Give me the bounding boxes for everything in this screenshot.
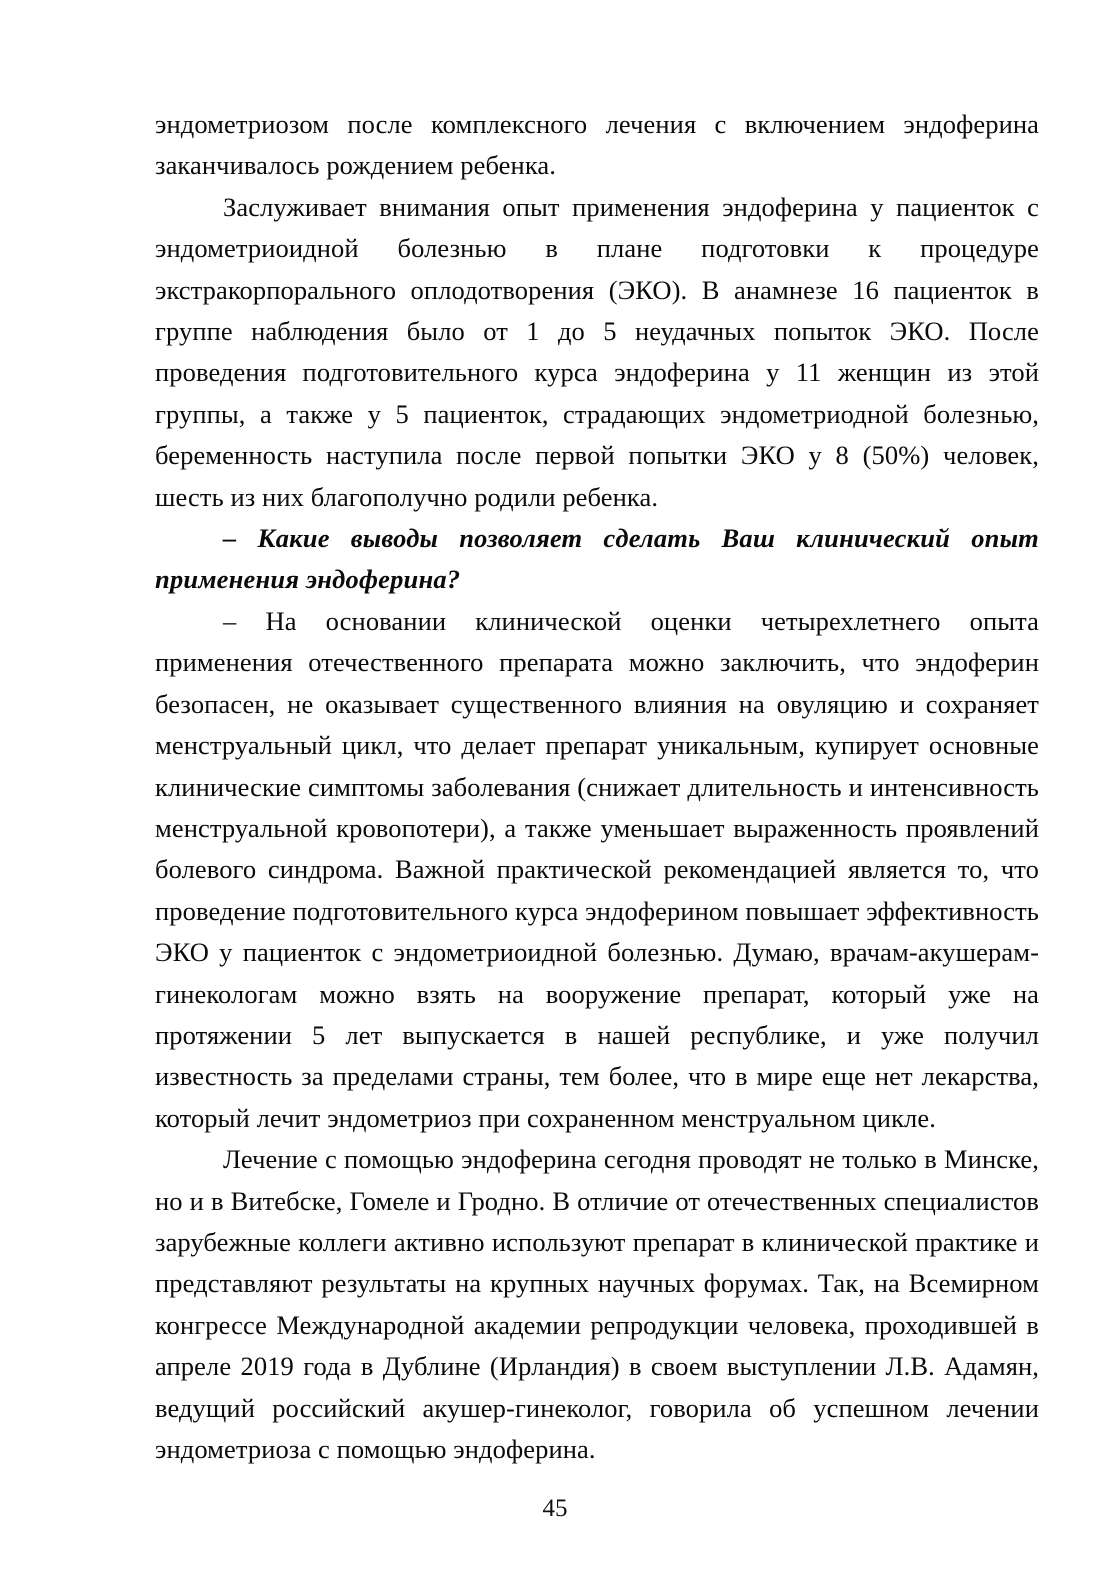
page-body-text: [155, 104, 1039, 1470]
paragraph-ivf-experience: Заслуживает внимания опыт применения эндоферина у пациенток с эндометриоидной болезнью в плане подготовки к процедуре экстракорпорального оплодотворения (ЭКО). В анамнезе 16 пациенток в группе наблюдения было от 1 до 5 неудачных попыток ЭКО. После проведения подготовительного курса эндоферина у 11 женщин из этой группы, а также у 5 пациенток, страдающих эндометриодной болезнью, беременность наступила после первой попытки ЭКО у 8 (50%) человек, шесть из них благополучно родили ребенка.: [155, 191, 1039, 512]
paragraph-continuation: эндометриозом после комплексного лечения с включением эндоферина заканчивалось рождением ребенка.: [155, 109, 1039, 181]
paragraph-treatment-geography: Лечение с помощью эндоферина сегодня проводят не только в Минске, но и в Витебске, Гомеле и Гродно. В отличие от отечественных специалистов зарубежные коллеги активно используют препарат в клинической практике и представляют результаты на крупных научных форумах. Так, на Всемирном конгрессе Международной академии репродукции человека, проходившей в апреле 2019 года в Дублине (Ирландия) в своем выступлении Л.В. Адамян, ведущий российский акушер-гинеколог, говорила об успешном лечении эндометриоза с помощью эндоферина.: [155, 1144, 1039, 1464]
paragraph-interview-answer: – На основании клинической оценки четырехлетнего опыта применения отечественного препарата можно заключить, что эндоферин безопасен, не оказывает существенного влияния на овуляцию и сохраняет менструальный цикл, что делает препарат уникальным, купирует основные клинические симптомы заболевания (снижает длительность и интенсивность менструальной кровопотери), а также уменьшает выраженность проявлений болевого синдрома. Важной практической рекомендацией является то, что проведение подготовительного курса эндоферином повышает эффективность ЭКО у пациенток с эндометриоидной болезнью. Думаю, врачам-акушерам-гинекологам можно взять на вооружение препарат, который уже на протяжении 5 лет выпускается в нашей республике, и уже получил известность за пределами страны, тем более, что в мире еще нет лекарства, который лечит эндометриоз при сохраненном менструальном цикле.: [155, 605, 1039, 1133]
page-number: 45: [542, 1495, 568, 1522]
paragraph-interview-question: – Какие выводы позволяет сделать Ваш клинический опыт применения эндоферина?: [155, 523, 1039, 595]
